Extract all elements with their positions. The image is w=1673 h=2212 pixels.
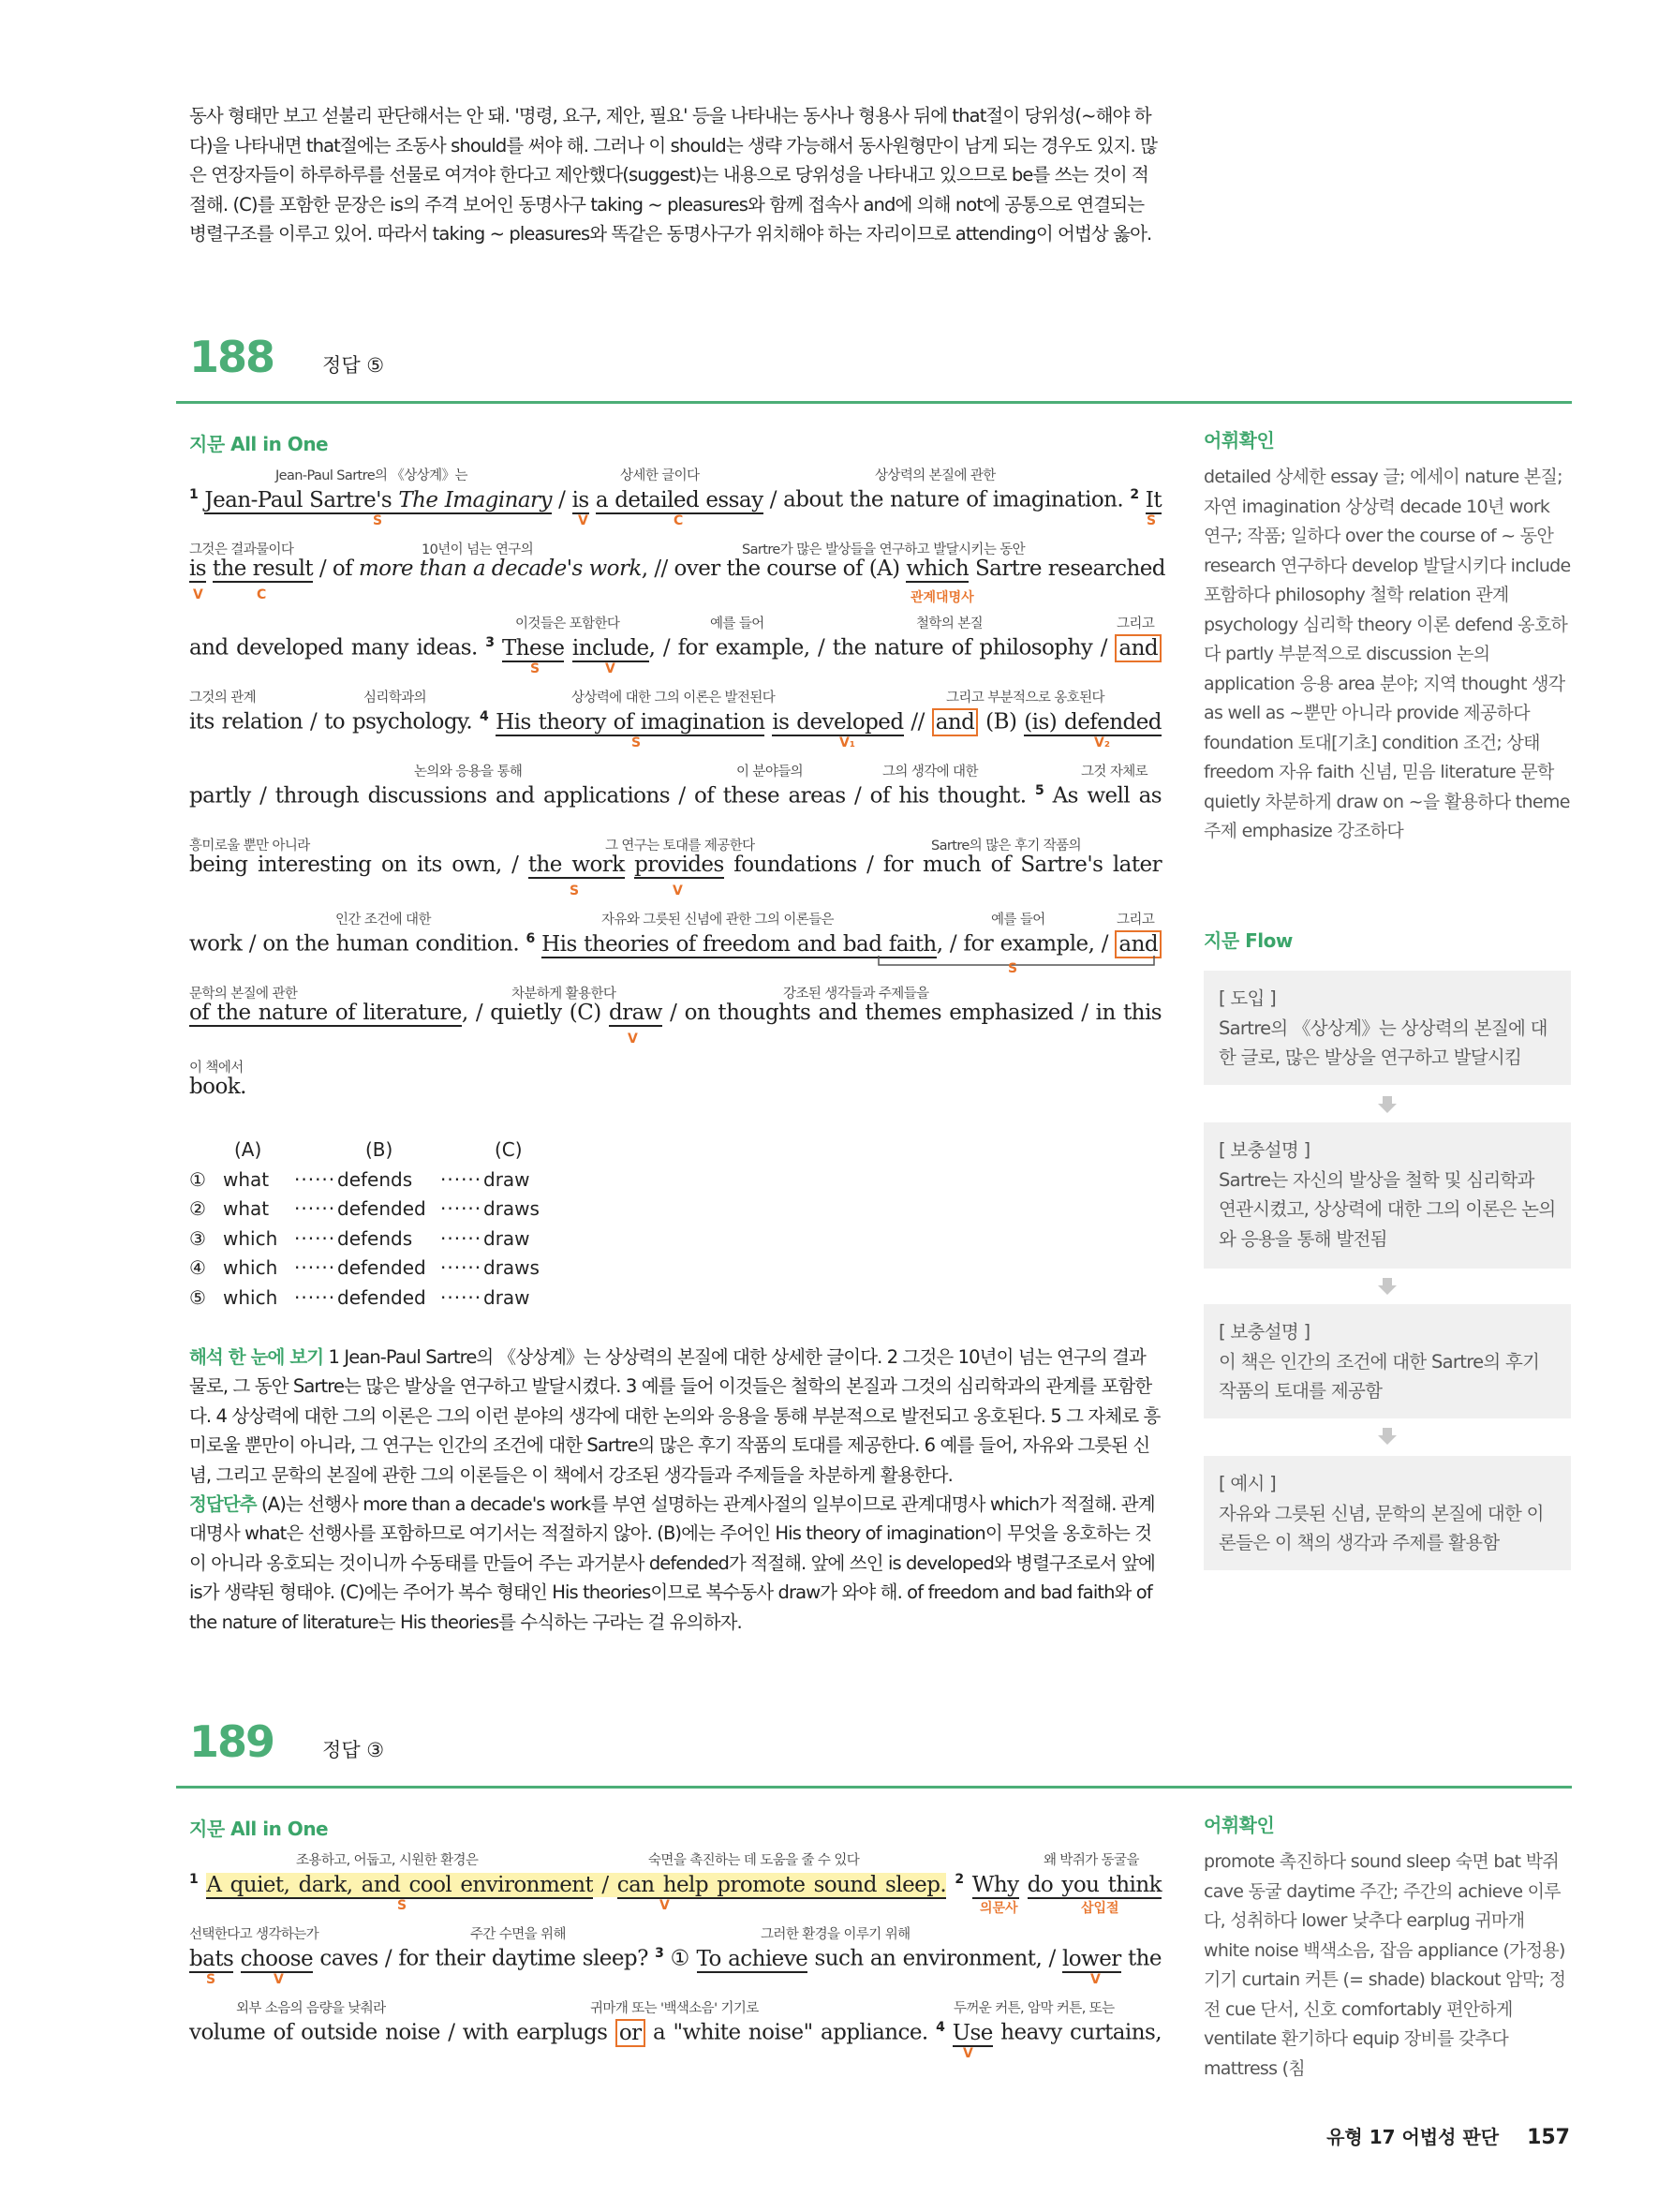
explanation-block	[189, 1343, 1162, 1637]
choice-option[interactable]: ⑤ which ······ defended ······ draw	[189, 1285, 530, 1309]
vocab-list: promote 촉진하다 sound sleep 숙면 bat 박쥐 cave 동굴 daytime 주간; 주간의 achieve 이루다, 성취하다 lower 낮추다 earplug 귀마개 white noise 백색소음, 잡음 appliance (가정용) 기기 curtain 커튼 (= shade) blackout 암막; 정전 cue 단서, 신호 comfortably 편안하게 ventilate 환기하다 equip 장비를 갖추다 mattress (침	[1204, 1851, 1566, 2079]
grammar-mark: C	[674, 513, 684, 528]
passage-line: 이 책에서 book.	[189, 1061, 246, 1099]
vocab-list: detailed 상세한 essay 글; 에세이 nature 본질; 자연 imagination 상상력 decade 10년 work 연구; 작품; 일하다 over the course of ~ 동안 research 연구하다 develop 발달시키다 include 포함하다 philosophy 철학 relation 관계 psychology 심리학 theory 이론 defend 옹호하다 partly 부분적으로 discussion 논의 application 응용 area 분야; 지역 thought 생각 as well as ~뿐만 아니라 provide 제공하다 foundation 토대[기초] condition 조건; 상태 freedom 자유 faith 신념, 믿음 literature 문학 quietly 차분하게 draw on ~을 활용하다 theme 주제 emphasize 강조하다	[1204, 467, 1571, 841]
question-number: 188	[189, 332, 274, 382]
section-name: 유형 17 어법성 판단	[1326, 2126, 1500, 2148]
section-rule	[176, 401, 1572, 404]
grammar-mark: S	[373, 513, 383, 528]
flow-box: [ 도입 ] Sartre의 《상상계》는 상상력의 본질에 대한 글로, 많은 발상을 연구하고 발달시킴	[1204, 971, 1571, 1085]
gloss: 상상력의 본질에 관한	[875, 468, 996, 483]
flow-box: [ 보충설명 ] Sartre는 자신의 발상을 철학 및 심리학과 연관시켰고, 상상력에 대한 그의 이론은 논의와 응용을 통해 발전됨	[1204, 1122, 1571, 1269]
passage-label: 지문 All in One	[189, 1818, 329, 1840]
passage-line: 흥미로울 뿐만 아니라 그 연구는 토대를 제공한다 Sartre의 많은 후기 작품의 being interesting on its own, / the work provides foundations / for much of Sartre's later S V	[189, 839, 1162, 898]
passage-line: 조용하고, 어둡고, 시원한 환경은 숙면을 촉진하는 데 도움을 줄 수 있다 왜 박쥐가 동굴을 $^1$ A quiet, dark, and cool environment / can help promote sound sleep. $^2$ Why do you think S V 의문사 삽입절	[189, 1853, 1162, 1916]
vocab-label: 어휘확인	[1204, 429, 1275, 452]
vocab-label: 어휘확인	[1204, 1814, 1275, 1836]
passage-line: 논의와 응용을 통해 이 분야들의 그의 생각에 대한 그것 자체로 partly / through discussions and applications / of these areas / of his thought. $^5$ As well as	[189, 765, 1162, 809]
passage-line: 문학의 본질에 관한 차분하게 활용한다 강조된 생각들과 주제들을 of the nature of literature, / quietly (C) draw / on thoughts and themes emphasized / in this V	[189, 987, 1162, 1047]
flow-box: [ 보충설명 ] 이 책은 인간의 조건에 대한 Sartre의 후기 작품의 토대를 제공함	[1204, 1304, 1571, 1418]
passage-line: 인간 조건에 대한 자유와 그릇된 신념에 관한 그의 이론들은 예를 들어 그리고 work / on the human condition. $^6$ His theories of freedom and bad faith, / for example, / and S	[189, 909, 1162, 982]
conjunction-box: and	[1115, 634, 1162, 662]
grammar-mark: V	[578, 513, 588, 528]
choice-option[interactable]: ④ which ······ defended ······ draws	[189, 1256, 540, 1279]
choices-header: (A) (B) (C)	[234, 1138, 523, 1161]
choice-option[interactable]: ① what ······ defends ······ draw	[189, 1167, 530, 1191]
complement: a detailed essay	[595, 487, 763, 512]
page-number: 157	[1527, 2126, 1570, 2149]
passage-line: 그것의 관계 심리학과의 상상력에 대한 그의 이론은 발전된다 그리고 부분적으로 옹호된다 its relation / to psychology. $^4$ His theory of imagination is developed // and (B) (is) defended S V₁ V₂	[189, 690, 1162, 750]
grammar-mark: S	[1147, 513, 1157, 528]
translation: 해석 한 눈에 보기 1 Jean-Paul Sartre의 《상상계》는 상상력의 본질에 대한 상세한 글이다. 2 그것은 10년이 넘는 연구의 결과물로, 그 동안 Sartre는 많은 발상을 연구하고 발달시켰다. 3 예를 들어 이것들은 철학의 본질과 그것의 심리학과의 관계를 포함한다. 4 상상력에 대한 그의 이론은 그의 이런 분야의 생각에 대한 논의와 응용을 통해 부분적으로 발전되고 옹호된다. 5 그 자체로 흥미로울 뿐만이 아니라, 그 연구는 인간의 조건에 대한 Sartre의 많은 후기 작품의 토대를 제공한다. 6 예를 들어, 자유와 그릇된 신념, 그리고 문학의 본질에 관한 그의 이론들은 이 책에서 강조된 생각들과 주제들을 차분하게 활용한다.	[189, 1346, 1161, 1486]
question-header-189	[189, 1716, 384, 1767]
choice-option[interactable]: ③ which ······ defends ······ draw	[189, 1226, 530, 1250]
intro-paragraph: 동사 형태만 보고 섣불리 판단해서는 안 돼. '명령, 요구, 제안, 필요' 등을 나타내는 동사나 형용사 뒤에 that절이 당위성(~해야 하다)을 나타내면 that절에는 조동사 should를 써야 해. 그러나 이 should는 생략 가능해서 동사원형만이 남게 되는 경우도 있지. 많은 연장자들이 하루하루를 선물로 여겨야 한다고 제안했다(suggest)는 내용으로 당위성을 나타내고 있으므로 be를 쓰는 것이 적절해. (C)를 포함한 문장은 is의 주격 보어인 동명사구 taking ~ pleasures와 함께 접속사 and에 의해 not에 공통으로 연결되는 병렬구조를 이루고 있어. 따라서 taking ~ pleasures와 똑같은 동명사구가 위치해야 하는 자리이므로 attending이 어법상 옳아.	[189, 105, 1158, 245]
passage-label: 지문 All in One	[189, 433, 329, 455]
subject-phrase: Jean-Paul Sartre's The Imaginary	[204, 487, 552, 512]
section-rule	[176, 1786, 1572, 1789]
answer-label: 정답 ⑤	[322, 354, 385, 377]
passage-line: 외부 소음의 음량을 낮춰라 귀마개 또는 '백색소음' 기기로 두꺼운 커튼, 암막 커튼, 또는 volume of outside noise / with earplugs or a "white noise" appliance. $^4$ Use heavy curtains, V	[189, 2001, 1162, 2061]
highlighted-phrase: A quiet, dark, and cool environment	[206, 1872, 594, 1897]
relative-pronoun: which	[906, 557, 970, 581]
passage-line: Jean-Paul Sartre의 《상상계》는 상세한 글이다 상상력의 본질에 관한 $^1$ Jean-Paul Sartre's The Imaginary / is a detailed essay / about the nature of imagination. $^2$ It S V C S	[189, 465, 1162, 538]
choice-option[interactable]: ② what ······ defended ······ draws	[189, 1197, 540, 1220]
answer-explanation: 정답단추 (A)는 선행사 more than a decade's work를 부연 설명하는 관계사절의 일부이므로 관계대명사 which가 적절해. 관계대명사 what은 선행사를 포함하므로 여기서는 적절하지 않아. (B)에는 주어인 His theory of imagination이 무엇을 옹호하는 것이 아니라 옹호되는 것이니까 수동태를 만들어 주는 과거분사 defended가 적절해. 앞에 쓰인 is developed와 병렬구조로서 앞에 is가 생략된 형태야. (C)에는 주어가 복수 형태인 His theories이므로 복수동사 draw가 와야 해. of freedom and bad faith와 of the nature of literature는 His theories를 수식하는 구라는 걸 유의하자.	[189, 1493, 1155, 1633]
flow-box: [ 예시 ] 자유와 그릇된 신념, 문학의 본질에 대한 이론들은 이 책의 생각과 주제를 활용함	[1204, 1456, 1571, 1570]
down-arrow-icon	[1377, 1276, 1398, 1297]
down-arrow-icon	[1377, 1094, 1398, 1115]
verb: is	[571, 487, 589, 512]
question-header-188	[189, 332, 384, 382]
gloss: Jean-Paul Sartre의 《상상계》는	[275, 468, 467, 483]
question-number: 189	[189, 1716, 274, 1767]
answer-choices	[189, 1136, 540, 1313]
down-arrow-icon	[1377, 1426, 1398, 1447]
flow-label: 지문 Flow	[1204, 929, 1293, 952]
passage-line: 그것은 결과물이다 10년이 넘는 연구의 Sartre가 많은 발상들을 연구하고 발달시키는 동안 is the result / of more than a decade's work, // over the course of (A) which Sartre researched V C 관계대명사	[189, 542, 1165, 605]
page-footer	[1326, 2122, 1570, 2149]
answer-label: 정답 ③	[322, 1739, 385, 1761]
gloss: 상세한 글이다	[620, 468, 700, 483]
answer-key-label: 정답단추	[189, 1493, 257, 1516]
sentence-number: 1	[189, 487, 199, 502]
passage-line: 이것들은 포함한다 예를 들어 철학의 본질 그리고 and developed many ideas. $^3$ These include, / for example, / the nature of philosophy / and S V	[189, 613, 1162, 686]
passage-line: 선택한다고 생각하는가 주간 수면을 위해 그러한 환경을 이루기 위해 bats choose caves / for their daytime sleep? $^3$ ① To achieve such an environment, / lower the S V V	[189, 1927, 1162, 1987]
translation-label: 해석 한 눈에 보기	[189, 1346, 324, 1368]
